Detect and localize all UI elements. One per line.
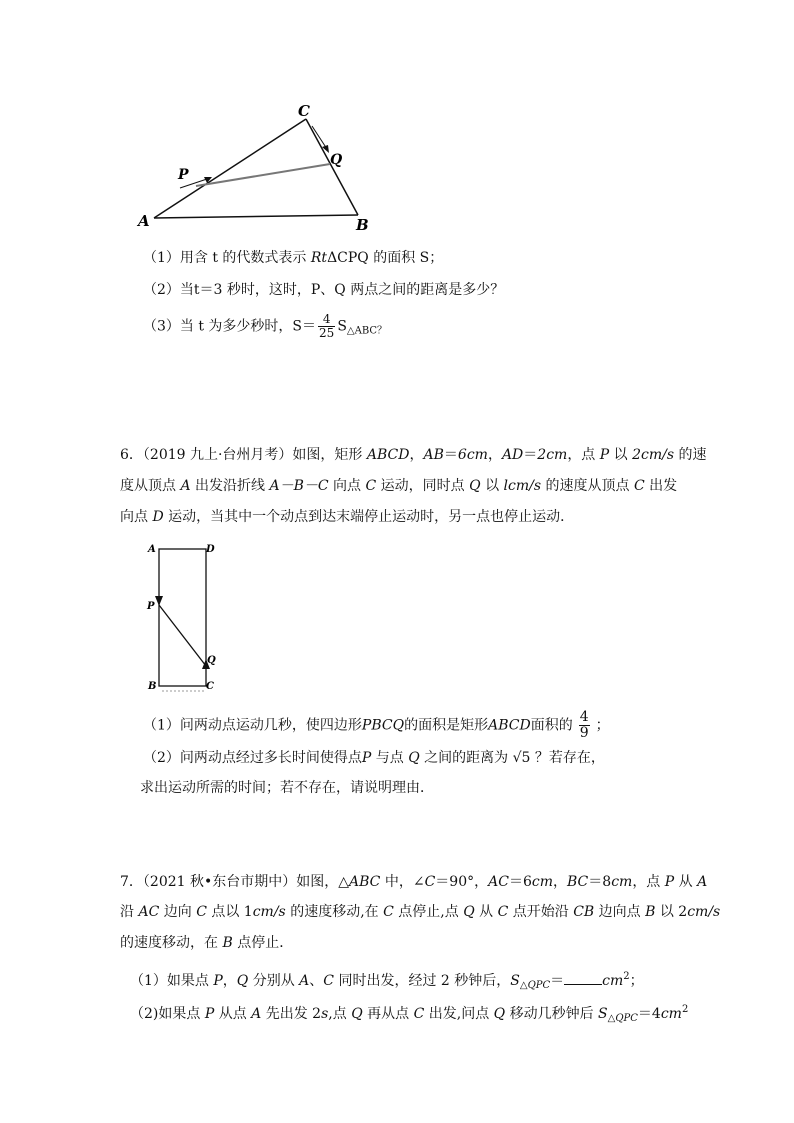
- answer-blank[interactable]: [564, 972, 602, 985]
- fraction-4-9: $\frac{4}{9}$: [579, 709, 589, 741]
- q6-sub3: 求出运动所需的时间；若不存在，请说明理由．: [140, 780, 434, 796]
- triangle-abc-figure: [130, 98, 380, 238]
- q6-line2: 度从顶点 A 出发沿折线 A－B－C 向点 C 运动，同时点 Q 以 lcm/s 的速度从顶点 C 出发: [120, 478, 678, 494]
- label-d: D: [206, 544, 215, 555]
- segment-ab: [154, 215, 358, 218]
- q7-line3: 的速度移动，在 B 点停止．: [120, 935, 294, 951]
- label-b: B: [148, 681, 157, 692]
- q7-line1: 7．（2021 秋•东台市期中）如图，△ABC 中，∠C＝90°，AC＝6cm，BC＝8cm，点 P 从 A: [120, 874, 708, 890]
- label-q: Q: [330, 152, 343, 168]
- q6-line1: 6．（2019 九上·台州月考）如图，矩形 ABCD，AB＝6cm，AD＝2cm，点 P 以 2cm/s 的速: [120, 447, 707, 463]
- rectangle-abcd-figure: [140, 538, 230, 698]
- q6-sub1: （1）问两动点运动几秒，使四边形PBCQ的面积是矩形ABCD面积的 $\frac{4}{9}$ ；: [143, 709, 610, 741]
- segment-pq: [196, 164, 330, 186]
- sqrt-5: √5: [512, 750, 531, 766]
- rectangle-outline: [159, 549, 206, 686]
- label-b: B: [356, 216, 369, 234]
- label-q: Q: [207, 655, 216, 666]
- arrow-q-line: [312, 126, 327, 149]
- segment-ac: [154, 119, 306, 218]
- fraction-4-25: $\frac{4}{25}$: [319, 312, 335, 340]
- q5-sub3: （3）当 t 为多少秒时，S＝ $\frac{4}{25}$ $S_{\triangle ABC?}$: [143, 312, 388, 340]
- label-p: P: [178, 167, 189, 183]
- q5-sub1: （1）用含 t 的代数式表示 RtΔCPQ 的面积 S；: [143, 250, 444, 266]
- label-c: C: [298, 102, 310, 120]
- q7-line2: 沿 AC 边向 C 点以 1cm/s 的速度移动,在 C 点停止,点 Q 从 C 点开始沿 CB 边向点 B 以 2cm/s: [120, 904, 721, 920]
- label-p: P: [147, 601, 155, 612]
- arrow-p-head: [155, 596, 163, 606]
- q6-line3: 向点 D 运动，当其中一个动点到达末端停止运动时，另一点也停止运动．: [120, 509, 575, 525]
- label-c: C: [206, 681, 214, 692]
- q6-sub2: （2）问两动点经过多长时间使得点P 与点 Q 之间的距离为 √5 ？若存在，: [143, 750, 605, 766]
- segment-pq: [159, 605, 206, 666]
- q5-sub2: （2）当t＝3 秒时，这时，P、Q 两点之间的距离是多少？: [143, 282, 505, 298]
- label-a: A: [138, 212, 150, 230]
- q7-sub2: （2)如果点 P 从点 A 先出发 2s,点 Q 再从点 C 出发,问点 Q 移动几秒钟后 $S_{\triangle QPC}=4cm^2$: [130, 1004, 689, 1024]
- label-a: A: [148, 544, 156, 555]
- q7-sub1: （1）如果点 P，Q 分别从 A、C 同时出发，经过 2 秒钟后，$S_{\triangle QPC}= cm^2$；: [130, 971, 644, 991]
